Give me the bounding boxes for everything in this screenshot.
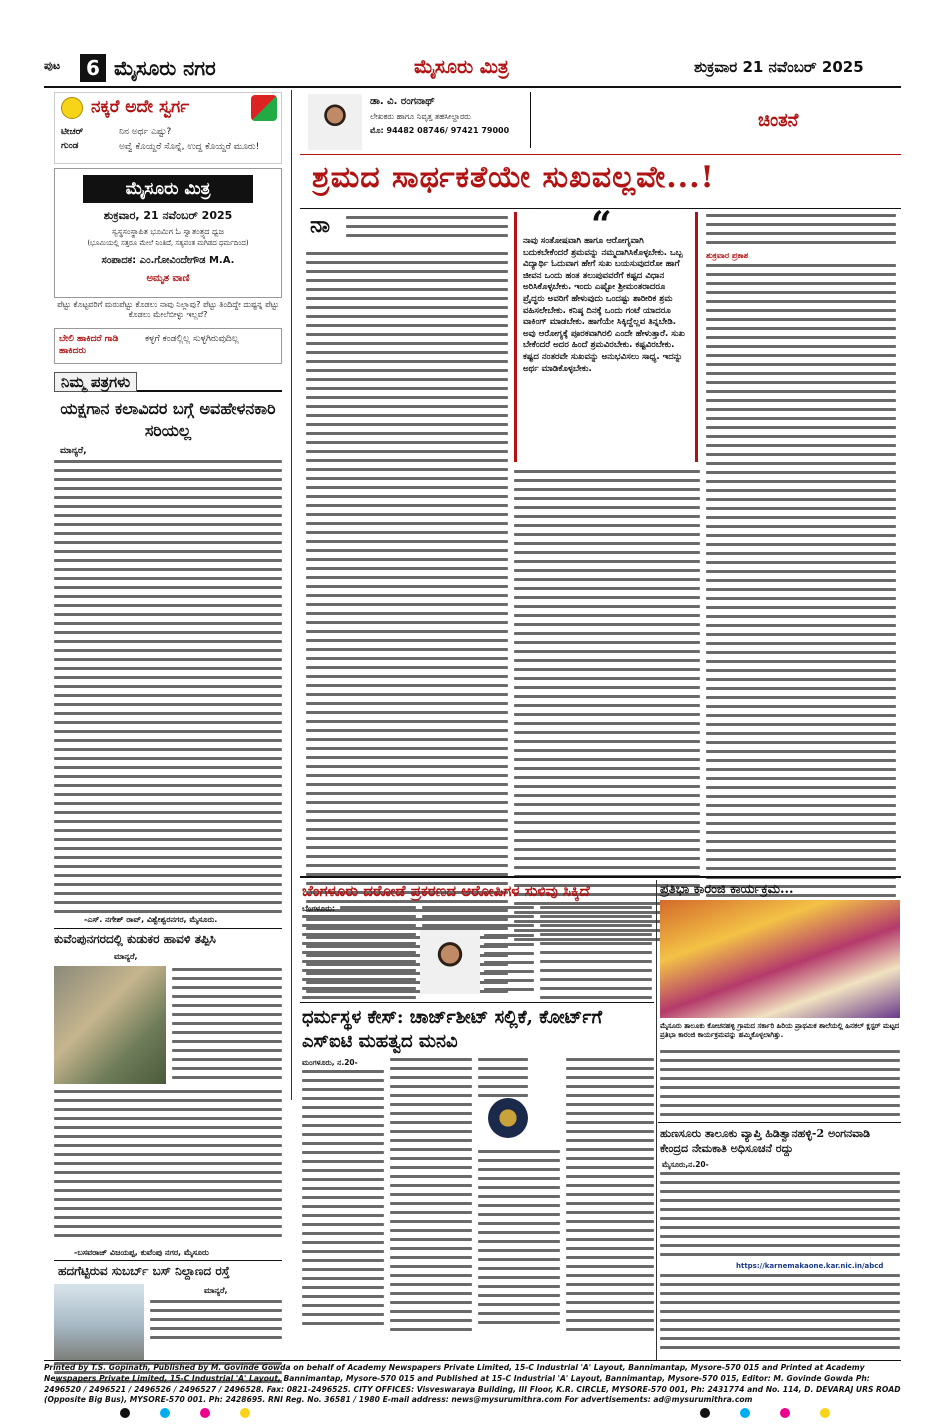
registration-dot-magenta-2 — [780, 1408, 790, 1418]
header-rule — [44, 86, 901, 88]
section-title: ಮೈಸೂರು ನಗರ — [114, 56, 216, 80]
article-col-2 — [514, 470, 700, 941]
news-4-body-2 — [660, 1274, 900, 1349]
author-photo — [308, 94, 362, 150]
page-header — [44, 52, 901, 84]
news-1-col-2 — [422, 906, 534, 927]
letter-3-headline: ಹದಗೆಟ್ಟಿರುವ ಸುಬರ್ಬ್ ಬಸ್ ನಿಲ್ದಾಣದ ರಸ್ತೆ — [58, 1264, 230, 1278]
news-1-col-3 — [540, 906, 652, 999]
news-1-col-2b — [484, 934, 534, 991]
letter-2-signature: -ಬಸವರಾಜ್ ವಿಜಯಪ್ಪ, ಕುವೆಂಪು ನಗರ, ಮೈಸೂರು — [74, 1248, 209, 1257]
page-number: 6 — [80, 54, 106, 82]
letter-1-headline: ಯಕ್ಷಗಾನ ಕಲಾವಿದರ ಬಗ್ಗೆ ಅವಹೇಳನಕಾರಿ ಸರಿಯಲ್ಲ — [60, 399, 276, 440]
humor-line-1: ನಿನ ಅರ್ಥ ಎಷ್ಟು? — [119, 127, 172, 137]
news-1-lead: ಬೆಂಗಳೂರು: — [302, 904, 336, 913]
sit-emblem-icon — [488, 1098, 528, 1138]
news-1-photo — [420, 930, 480, 994]
news-3-headline: ಪ್ರತಿಭಾ ಕಾರಂಜಿ ಕಾರ್ಯಕ್ರಮ... — [660, 882, 794, 897]
registration-dot-magenta — [200, 1408, 210, 1418]
news-3-caption: ಮೈಸೂರು ತಾಲೂಕು ಕೋಚನಹಳ್ಳಿ ಗ್ರಾಮದ ಸರ್ಕಾರಿ ಹಿರಿಯ ಪ್ರಾಥಮಿಕ ಶಾಲೆಯಲ್ಲಿ ಹಿನಕಲ್ ಕ್ಲಸ್ಟರ್ ಮಟ್ಟದ ಪ್ರತಿಭಾ ಕಾರಂಜಿ ಕಾರ್ಯಕ್ರಮವನ್ನು ಹಮ್ಮಿಕೊಳ್ಳಲಾಗಿತ್ತು. — [660, 1022, 900, 1039]
news-2-col-1 — [302, 1070, 384, 1325]
letter-3-photo — [54, 1284, 144, 1360]
pull-quote-box — [514, 204, 698, 462]
proverb-box — [54, 328, 282, 364]
humor-line-2: ಅವ್ವೆ ಕೊಯ್ದರೆ ಸೊನ್ನೆ, ಉದ್ದ ಕೊಯ್ದರೆ ಮೂರು! — [119, 142, 260, 152]
letter-1-salutation: ಮಾನ್ಯರೆ, — [60, 446, 87, 456]
proverb-right: ಕಳ್ಳಗೆ ಕಂಡಲ್ಲಿಲ್ಲ ಸುಳ್ಳಗಿರುವುದಿಲ್ಲ — [145, 334, 239, 344]
news-1-rule — [300, 1002, 654, 1003]
author-name: ಡಾ. ವಿ. ರಂಗನಾಥ್ — [370, 96, 435, 107]
amrutha-title: ಅಮೃತ ವಾಣಿ — [146, 273, 190, 284]
letter-2-body — [54, 1090, 282, 1237]
letter-2-headline: ಕುವೆಂಪುನಗರದಲ್ಲಿ ಕುಡುಕರ ಹಾವಳಿ ತಪ್ಪಿಸಿ — [54, 932, 216, 946]
drop-cap: ನಾ — [310, 212, 330, 238]
news-2-col-3b — [478, 1150, 560, 1324]
masthead-line-1: ಸ್ವಸ್ಥಸಂಸ್ಥಾಪಿತ ಭೂಮಿಗ ಓ ಸ್ವಾತಂತ್ರ್ಯದ ಧ್ವಜ — [112, 227, 224, 236]
letter-2-salutation: ಮಾನ್ಯರೆ, — [114, 952, 138, 961]
news-2-lead: ಮಂಗಳೂರು, ನ.20- — [302, 1058, 358, 1067]
masthead-box — [54, 168, 282, 298]
humor-title: ನಕ್ಕರೆ ಅದೇ ಸ್ವರ್ಗ — [91, 97, 190, 117]
quote-icon: “ — [591, 204, 612, 246]
news-4-lead: ಮೈಸೂರು,ನ.20- — [662, 1160, 709, 1169]
letter-3-salutation: ಮಾನ್ಯರೆ, — [204, 1286, 228, 1295]
smiley-icon — [61, 97, 83, 119]
news-1-headline: ಬೆಂಗಳೂರು ದರೋಡೆ ಪ್ರಕರಣದ ಆರೋಪಿಗಳ ಸುಳಿವು ಸಿಕ್ಕಿದೆ — [302, 882, 590, 900]
news-4-body — [660, 1172, 900, 1256]
right-news-divider — [656, 880, 657, 1360]
registration-dot-black-2 — [700, 1408, 710, 1418]
column-headline: ಶ್ರಮದ ಸಾರ್ಥಕತೆಯೇ ಸುಖವಲ್ಲವೇ...! — [312, 160, 715, 195]
footer-imprint-visible — [44, 1363, 901, 1407]
letter-2-photo — [54, 966, 166, 1084]
masthead-logo: ಮೈಸೂರು ಮಿತ್ರ — [83, 175, 253, 203]
humor-box — [54, 92, 282, 164]
news-2-headline: ಧರ್ಮಸ್ಥಳ ಕೇಸ್: ಚಾರ್ಜ್‌ಶೀಟ್ ಸಲ್ಲಿಕೆ, ಕೋರ್ಟ್‌ಗೆ ಎಸ್‌ಐಟಿ ಮಹತ್ವದ ಮನವಿ — [302, 1007, 603, 1052]
left-column-divider — [291, 90, 292, 1100]
letters-header-title: ನಿಮ್ಮ ಪತ್ರಗಳು — [54, 372, 137, 392]
letter-3-body-right — [150, 1300, 282, 1339]
news-3-photo — [660, 900, 900, 1018]
news-1-col-1 — [340, 906, 416, 909]
masthead-line-2: (ಭೂಮಿಯಲ್ಲಿ ಸತ್ತರೂ ಮೇಲೆ ನಿಂತಿದೆ, ಸತ್ಯವಂತ ಮಗಿಡದ ಧರ್ಮದಿಂದ) — [87, 239, 249, 247]
letter-divider-1 — [54, 928, 282, 929]
author-phone: ಮೊ: 94482 08746/ 97421 79000 — [370, 126, 510, 135]
author-role: ಲೇಖಕರು ಹಾಗೂ ನಿವೃತ್ತ ತಹಸೀಲ್ದಾರರು — [370, 112, 471, 121]
news-2-col-2 — [390, 1058, 472, 1331]
news-3-caption-rest — [660, 1050, 900, 1116]
news-2-col-4 — [566, 1058, 654, 1331]
letter-1-body — [54, 460, 282, 913]
news-3-rule — [658, 1122, 901, 1123]
article-col-1-top — [346, 216, 508, 237]
news-4-url: https://karnemakaone.kar.nic.in/abcd — [736, 1262, 884, 1270]
footer-rule — [44, 1360, 901, 1361]
registration-dot-yellow — [240, 1408, 250, 1418]
news-1-col-1b — [302, 915, 416, 999]
humor-speaker-1: ಟೀಚರ್ — [61, 127, 84, 137]
registration-dot-yellow-2 — [820, 1408, 830, 1418]
humor-speaker-2: ಗುಂಡ — [61, 141, 79, 151]
amrutha-text: ಪೆಟ್ಟು ಕೊಟ್ಟವರಿಗೆ ಮರುಪೆಟ್ಟು ಕೊಡಲು ನಾವು ನಿಲ್ಲಾವು? ಪೆಟ್ಟು ತಿಂದಿದ್ದೇ ದುಷ್ಟನ್ನ ಪೆಟ್ಟು ಕೊಡಲು ಮೇಲೆಬೀಳ್ಳು ಇಲ್ಲವೆ? — [57, 300, 279, 319]
news-4-headline: ಹುಣಸೂರು ತಾಲೂಕು ವ್ಯಾಪ್ತಿ ಹಿಡಿತ್ವಾನಹಳ್ಳಿ-2 ಅಂಗನವಾಡಿ ಕೇಂದ್ರದ ನೇಮಕಾತಿ ಅಧಿಸೂಚನೆ ರದ್ದು — [660, 1127, 871, 1155]
byline-rule-bottom — [300, 154, 901, 155]
header-date: ಶುಕ್ರವಾರ 21 ನವೆಂಬರ್ 2025 — [694, 58, 864, 76]
letters-header — [54, 372, 282, 392]
proverb-left: ಬೇಲಿ ಹಾಕಿದರೆ ಗಾಡಿ ಹಾಕಿದರು — [59, 334, 119, 356]
masthead-date: ಶುಕ್ರವಾರ, 21 ನವೆಂಬರ್ 2025 — [103, 209, 233, 222]
page-label: ಪುಟ — [44, 59, 61, 72]
pull-quote-text: ನಾವು ಸಂತೋಷವಾಗಿ ಹಾಗೂ ಆರೋಗ್ಯವಾಗಿ ಬದುಕಬೇಕೆಂದರೆ ಶ್ರಮವನ್ನು ನಮ್ಮದಾಗಿಸಿಕೊಳ್ಳಬೇಕು. ಒಬ್ಬ ವಿದ್ಯಾರ್ಥಿ ಓದುವಾಗ ಹೇಗೆ ಸುಖ ಬಯಸುವುದರೋ ಹಾಗೆ ಜೀವನ ಒಂದು ಹಂತ ತಲುಪುವವರೆಗೆ ಕಷ್ಟದ ವಿಧಾನ ಅರಿಸಿಕೊಳ್ಳಬೇಕು. ಇಂದು ಎಷ್ಟೋ ಶ್ರೀಮಂತರಾದರೂ ಪ್ರೈದ್ಧರು ಅವರಿಗೆ ಹೇಳುವುದು ಒಂದಷ್ಟು ಶಾರೀರಿಕ ಶ್ರಮ ವಹಿಸಲೇಬೇಕು. ಕನಿಷ್ಠ ದಿನಕ್ಕೆ ಒಂದು ಗಂಟೆ ಯಾದರೂ ವಾಕಿಂಗ್ ಮಾಡಬೇಕು. ಹಾಗೆಯೇ ಸಿಕ್ಕಿದ್ದೆಲ್ಲವ ತಿನ್ನಬೇಡಿ. ಅವು ಆರೋಗ್ಯಕ್ಕೆ ಪೂರಕವಾಗಿರಲಿ ಎಂದೇ ಹೇಳುತ್ತಾರೆ. ಸುಖ ಬೇಕೆಂದರೆ ಅದರ ಹಿಂದೆ ಶ್ರಮವಿರಬೇಕು. ಕಷ್ಟವಿರಬೇಕು. ಕಷ್ಟದ ನಂತರವೇ ಸುಖವನ್ನು ಅನುಭವಿಸಲು ಸಾಧ್ಯ. ಇದನ್ನು ಅರ್ಥ ಮಾಡಿಕೊಳ್ಳಬೇಕು. — [523, 236, 685, 374]
pratibha-prefix: ಶುಕ್ರವಾರ ಪ್ರಕಾಶ — [706, 251, 752, 261]
news-2-col-3 — [478, 1058, 528, 1097]
letter-1-signature: -ಎಸ್. ನಗೇಶ್ ರಾವ್, ವಿಶ್ವೇಶ್ವರನಗರ, ಮೈಸೂರು. — [84, 915, 218, 924]
article-col-3-top — [706, 214, 896, 244]
registration-dot-cyan-2 — [740, 1408, 750, 1418]
column-byline — [300, 90, 901, 154]
letter-2-body-right — [172, 968, 282, 1079]
masthead-editor: ಸಂಪಾದಕ: ಎಂ.ಗೋವಿಂದೇಗೌಡ M.A. — [101, 255, 235, 266]
byline-rule — [530, 92, 531, 148]
registration-dot-cyan — [160, 1408, 170, 1418]
jester-icon — [251, 95, 277, 121]
letter-divider-2 — [54, 1260, 282, 1261]
registration-dot-black — [120, 1408, 130, 1418]
footer-imprint-text: Printed by T.S. Gopinath, Published by M. Govinde Gowda on behalf of Academy Newspapers Private Limited, 15-C Industrial 'A' Layout, Bannimantap, Mysore-570 015 and Printed at Academy Newspapers Private Limited, 15-C Industrial 'A' Layout, Bannimantap, Mysore-570 015 and Published at 15-C Industrial 'A' Layout, Bannimantap, Mysore-570 015, Editor: M. Govinde Gowda Ph: 2496520 / 2496521 / 2496526 / 2496527 / 2496528. Fax: 0821-2496525. CITY OFFICES: Visveswaraya Building, III Floor, K.R. CIRCLE, MYSORE-570 001, Ph: 2431774 and No. 114, D. DEVARAJ URS ROAD (Opposite Big Bus), MYSORE-570 001. Ph: 2428695. RNI Reg. No. 36581 / 1980 E-mail address: news@mysurumithra.com For advertisements: ad@mysurumithra.com — [44, 1363, 901, 1405]
left-column — [44, 90, 288, 1360]
article-bottom-rule — [300, 876, 901, 878]
column-label: ಚಿಂತನೆ — [758, 110, 799, 131]
paper-name: ಮೈಸೂರು ಮಿತ್ರ — [414, 56, 509, 78]
